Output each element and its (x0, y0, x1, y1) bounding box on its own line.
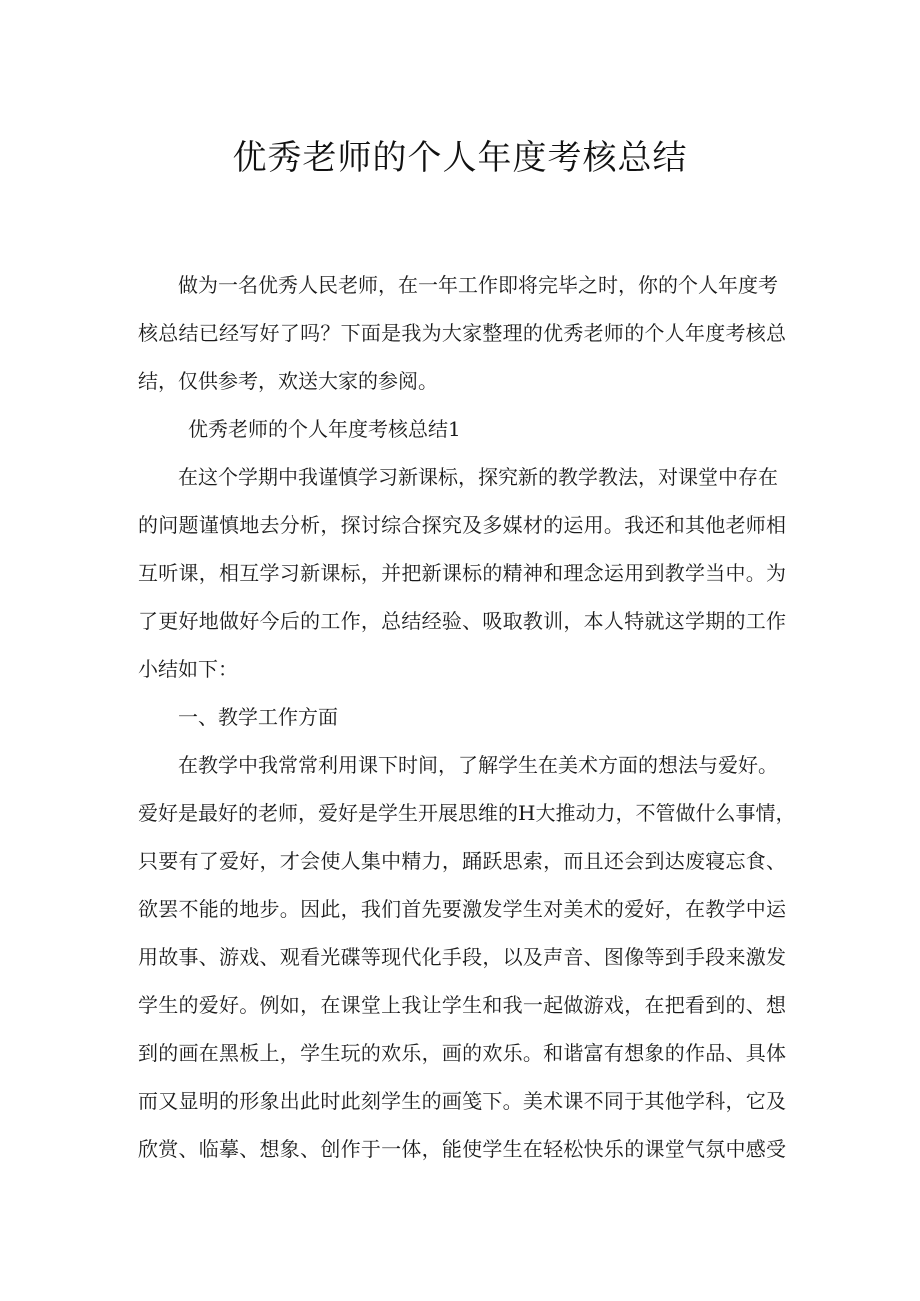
paragraph-line: 欲罢不能的地步。因此，我们首先要激发学生对美术的爱好，在教学中运 (138, 897, 786, 921)
paragraph-line: 互听课，相互学习新课标，并把新课标的精神和理念运用到教学当中。为 (138, 561, 786, 585)
paragraph-line: 的问题谨慎地去分析，探讨综合探究及多媒材的运用。我还和其他老师相 (138, 513, 786, 537)
intro-line: 核总结已经写好了吗？下面是我为大家整理的优秀老师的个人年度考核总 (138, 321, 786, 345)
paragraph-line: 在这个学期中我谨慎学习新课标，探究新的教学教法，对课堂中存在 (178, 465, 778, 489)
paragraph-line: 到的画在黑板上，学生玩的欢乐，画的欢乐。和谐富有想象的作品、具体 (138, 1041, 786, 1065)
paragraph-line: 学生的爱好。例如，在课堂上我让学生和我一起做游戏，在把看到的、想 (138, 993, 786, 1017)
intro-line: 结，仅供参考，欢送大家的参阅。 (138, 369, 438, 393)
paragraph-line: 在教学中我常常利用课下时间，了解学生在美术方面的想法与爱好。 (178, 753, 778, 777)
paragraph-line: 用故事、游戏、观看光碟等现代化手段，以及声音、图像等到手段来激发 (138, 945, 786, 969)
paragraph-line: 只要有了爱好，才会使人集中精力，踊跃思索，而且还会到达废寝忘食、 (138, 849, 786, 873)
paragraph-line: 爱好是最好的老师，爱好是学生开展思维的H大推动力，不管做什么事情， (138, 801, 796, 825)
paragraph-line: 欣赏、临摹、想象、创作于一体，能使学生在轻松快乐的课堂气氛中感受 (138, 1137, 786, 1161)
section-title: 优秀老师的个人年度考核总结1 (188, 417, 461, 441)
paragraph-line: 小结如下： (138, 657, 238, 681)
intro-line: 做为一名优秀人民老师，在一年工作即将完毕之时，你的个人年度考 (178, 273, 778, 297)
paragraph-line: 了更好地做好今后的工作，总结经验、吸取教训，本人特就这学期的工作 (138, 609, 786, 633)
heading-teaching: 一、教学工作方面 (178, 705, 338, 729)
document-title: 优秀老师的个人年度考核总结 (232, 138, 688, 178)
paragraph-line: 而又显明的形象出此时此刻学生的画笺下。美术课不同于其他学科，它及 (138, 1089, 786, 1113)
